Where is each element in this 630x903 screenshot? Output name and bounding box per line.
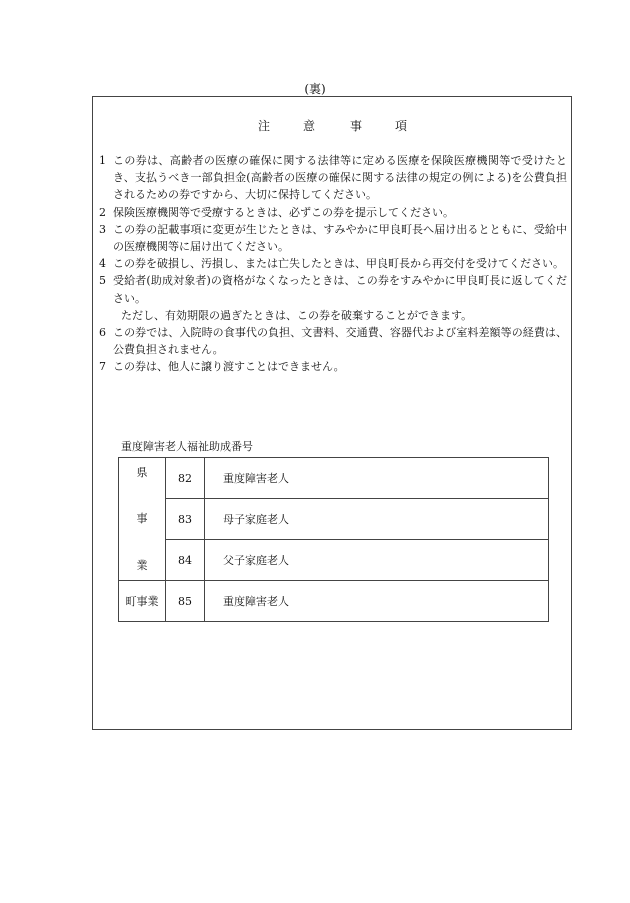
page-label: (裏) xyxy=(304,82,326,96)
note-text: 受給者(助成対象者)の資格がなくなったときは、この券をすみやかに甲良町長に返してください。 xyxy=(113,274,567,305)
note-text: この券の記載事項に変更が生じたときは、すみやかに甲良町長へ届け出るとともに、受給中の医療機関等に届け出てください。 xyxy=(113,222,567,254)
note-number: 1 xyxy=(99,154,106,167)
code-cell: 84 xyxy=(166,540,205,581)
note-text: この券を破損し、汚損し、または亡失したときは、甲良町長から再交付を受けてください。 xyxy=(113,257,564,271)
heading-char: 項 xyxy=(395,119,408,133)
note-item xyxy=(99,152,567,204)
note-number xyxy=(99,307,113,324)
town-project-cell: 町事業 xyxy=(119,581,166,622)
note-text: この券は、他人に譲り渡すことはできません。 xyxy=(113,360,345,374)
category-char: 事 xyxy=(136,512,148,525)
name-cell: 重度障害老人 xyxy=(205,458,549,499)
note-item xyxy=(99,358,567,375)
subsidy-number-table xyxy=(118,457,549,622)
table-title: 重度障害老人福祉助成番号 xyxy=(121,440,253,453)
note-item xyxy=(99,307,567,324)
note-number: 5 xyxy=(99,274,106,288)
table-row xyxy=(119,458,549,499)
code-cell: 82 xyxy=(166,458,205,499)
table-row xyxy=(119,581,549,622)
code-cell: 83 xyxy=(166,499,205,540)
note-text: 保険医療機関等で受療するときは、必ずこの券を提示してください。 xyxy=(113,205,454,219)
name-cell: 重度障害老人 xyxy=(205,581,549,622)
note-item xyxy=(99,272,567,306)
note-number: 6 xyxy=(99,326,106,340)
note-item xyxy=(99,255,567,272)
notes-list xyxy=(99,152,567,376)
prefecture-project-cell xyxy=(119,458,166,581)
heading-char: 注 xyxy=(258,119,271,133)
note-number: 4 xyxy=(99,257,106,271)
table-row xyxy=(119,540,549,581)
note-text: ただし、有効期限の過ぎたときは、この券を破棄することができます。 xyxy=(121,308,473,322)
note-number: 2 xyxy=(99,205,106,219)
name-cell: 母子家庭老人 xyxy=(205,499,549,540)
note-item xyxy=(99,204,567,221)
note-item xyxy=(99,324,567,358)
note-number: 7 xyxy=(99,360,106,374)
heading-char: 意 xyxy=(303,119,316,133)
name-cell: 父子家庭老人 xyxy=(205,540,549,581)
note-number: 3 xyxy=(99,222,106,236)
heading-char: 事 xyxy=(350,119,363,133)
note-text: この券では、入院時の食事代の負担、文書料、交通費、容器代および室料差額等の経費は、公費負担されません。 xyxy=(113,326,567,357)
category-char: 業 xyxy=(136,559,148,572)
note-text: この券は、高齢者の医療の確保に関する法律等に定める医療を保険医療機関等で受けたとき、支払うべき一部負担金(高齢者の医療の確保に関する法律の規定の例による)を公費負担されるための券ですから、大切に保持してください。 xyxy=(113,154,567,202)
code-cell: 85 xyxy=(166,581,205,622)
notice-frame xyxy=(92,96,572,730)
table-row xyxy=(119,499,549,540)
note-item xyxy=(99,221,567,255)
category-char: 県 xyxy=(136,466,148,479)
